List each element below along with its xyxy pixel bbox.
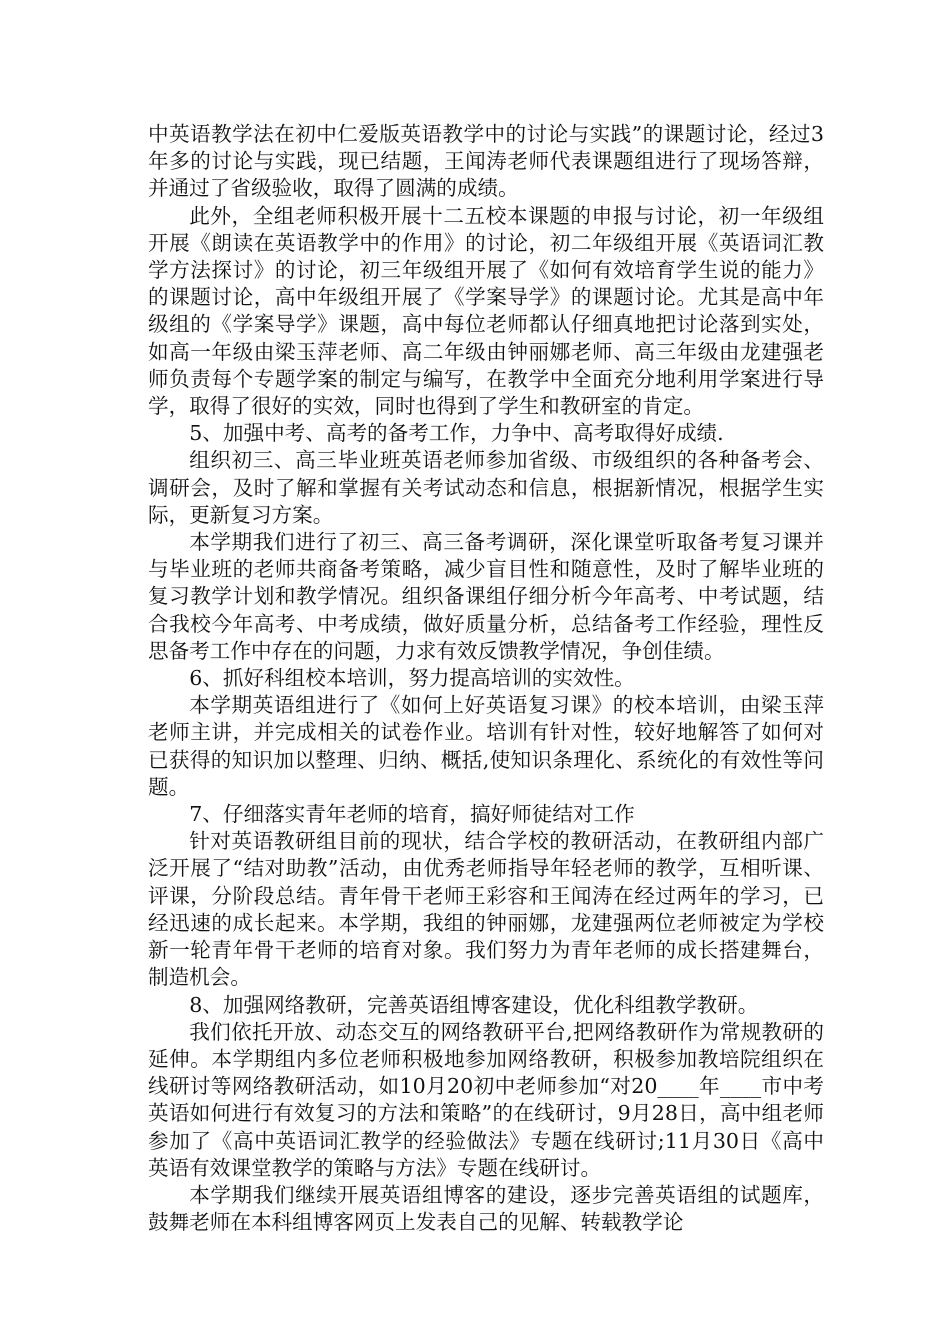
- paragraph-2: 此外，全组老师积极开展十二五校本课题的申报与讨论，初一年级组开展《朗读在英语教学中的作用》的讨论，初二年级组开展《英语词汇教学方法探讨》的讨论，初三年级组开展了《如何有效培育学生说的能力》的课题讨论，高中年级组开展了《学案导学》的课题讨论。尤其是高中年级组的《学案导学》课题，高中每位老师都认仔细真地把讨论落到实处，如高一年级由梁玉萍老师、高二年级由钟丽娜老师、高三年级由龙建强老师负责每个专题学案的制定与编写，在教学中全面充分地利用学案进行导学，取得了很好的实效，同时也得到了学生和教研室的肯定。: [148, 203, 824, 419]
- document-body: [148, 121, 824, 1236]
- paragraph-5: 本学期我们进行了初三、高三备考调研，深化课堂听取备考复习课并与毕业班的老师共商备考策略，减少盲目性和随意性，及时了解毕业班的复习教学计划和教学情况。组织备课组仔细分析今年高考、中考试题，结合我校今年高考、中考成绩，做好质量分析，总结备考工作经验，理性反思备考工作中存在的问题，力求有效反馈教学情况，争创佳绩。: [148, 530, 824, 663]
- paragraph-7: 本学期英语组进行了《如何上好英语复习课》的校本培训，由梁玉萍老师主讲，并完成相关的试卷作业。培训有针对性，较好地解答了如何对已获得的知识加以整理、归纳、概括,使知识条理化、系统化的有效性等问题。: [148, 693, 824, 799]
- paragraph-9: 针对英语教研组目前的现状，结合学校的教研活动，在教研组内部广泛开展了“结对助教”活动，由优秀老师指导年轻老师的教学，互相听课、评课，分阶段总结。青年骨干老师王彩容和王闻涛在经过两年的学习，已经迅速的成长起来。本学期，我组的钟丽娜，龙建强两位老师被定为学校新一轮青年骨干老师的培育对象。我们努力为青年老师的成长搭建舞台，制造机会。: [148, 829, 824, 990]
- section-heading-7: 7、仔细落实青年老师的培育，搞好师徒结对工作: [189, 802, 635, 827]
- section-heading-5: 5、加强中考、高考的备考工作，力争中、高考取得好成绩.: [189, 421, 724, 446]
- section-heading-6: 6、抓好科组校本培训，努力提高培训的实效性。: [189, 666, 635, 691]
- paragraph-4: 组织初三、高三毕业班英语老师参加省级、市级组织的各种备考会、调研会，及时了解和掌握有关考试动态和信息，根据新情况，根据学生实际，更新复习方案。: [148, 448, 824, 527]
- paragraph-11: 我们依托开放、动态交互的网络教研平台,把网络教研作为常规教研的延伸。本学期组内多位老师积极地参加网络教研，积极参加教培院组织在线研讨等网络教研活动，如10月20初中老师参加“对20____年____市中考英语如何进行有效复习的方法和策略”的在线研讨，9月28日，高中组老师参加了《高中英语词汇教学的经验做法》专题在线研讨;11月30日《高中英语有效课堂教学的策略与方法》专题在线研讨。: [148, 1019, 824, 1180]
- paragraph-1: 中英语教学法在初中仁爱版英语教学中的讨论与实践”的课题讨论，经过3年多的讨论与实践，现已结题，王闻涛老师代表课题组进行了现场答辩，并通过了省级验收，取得了圆满的成绩。: [148, 122, 824, 201]
- section-heading-8: 8、加强网络教研，完善英语组博客建设，优化科组教学教研。: [189, 992, 759, 1017]
- paragraph-12: 本学期我们继续开展英语组博客的建设，逐步完善英语组的试题库，鼓舞老师在本科组博客网页上发表自己的见解、转载教学论: [148, 1182, 824, 1235]
